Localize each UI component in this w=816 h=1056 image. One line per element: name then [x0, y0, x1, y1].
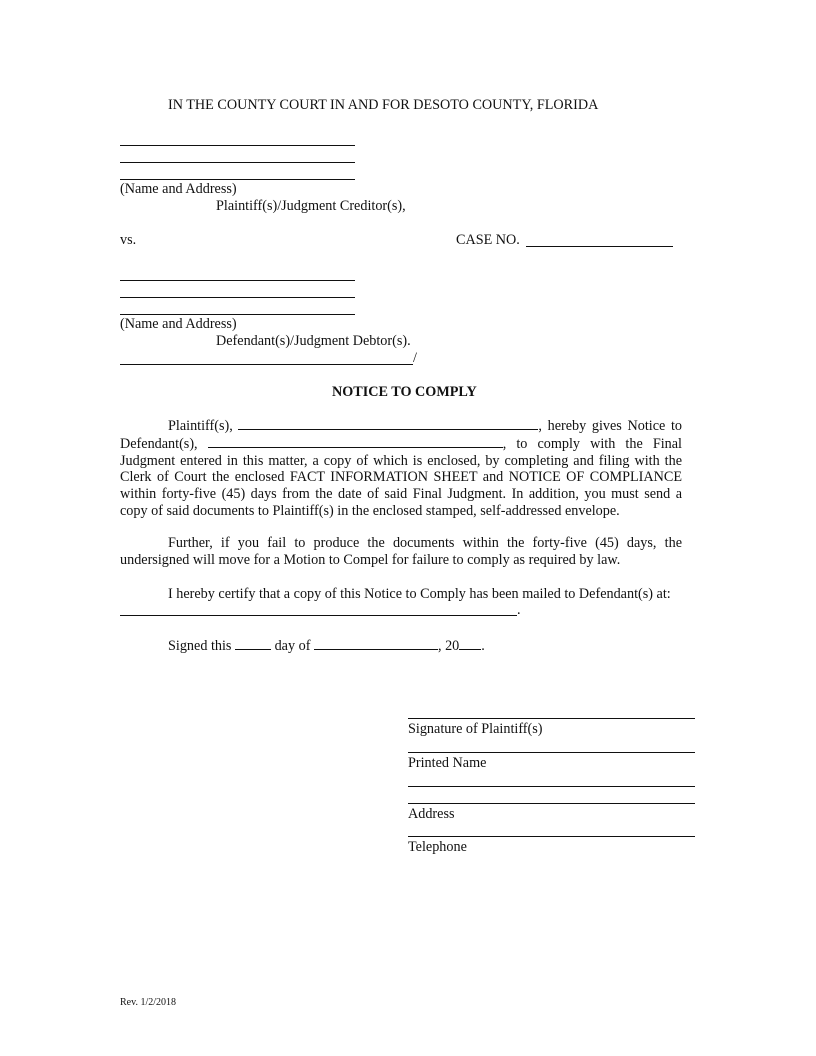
- court-header: IN THE COUNTY COURT IN AND FOR DESOTO COUNTY, FLORIDA: [168, 97, 599, 113]
- signed-prefix: Signed this: [168, 638, 232, 654]
- signed-line: [168, 637, 485, 655]
- signed-month-field[interactable]: [314, 637, 438, 650]
- certify-end: .: [517, 602, 521, 618]
- notice-paragraph: [120, 417, 682, 520]
- defendant-role-label: Defendant(s)/Judgment Debtor(s).: [216, 333, 411, 349]
- plaintiffs-prefix: Plaintiff(s),: [168, 418, 233, 434]
- plaintiff-role-label: Plaintiff(s)/Judgment Creditor(s),: [216, 198, 406, 214]
- plaintiff-name-line-2[interactable]: [120, 162, 355, 163]
- revision-date: Rev. 1/2/2018: [120, 997, 177, 1008]
- further-paragraph: [120, 535, 682, 569]
- gives-notice-text: , hereby gives Notice to: [538, 418, 682, 434]
- signed-year-prefix: , 20: [437, 638, 460, 654]
- signed-day-of: day of: [274, 638, 311, 654]
- plaintiff-name-line-3[interactable]: [120, 179, 355, 180]
- signed-year-field[interactable]: [459, 637, 481, 650]
- defendants-prefix: Defendant(s),: [120, 435, 198, 452]
- comply-text: , to comply with the Final Judgment entered in this matter, a copy of which is enclosed, by completing and filing with the Clerk of Court the enclosed FACT INFORMATION SHEET and NOTICE OF COMPLIANCE within forty-five (45) days from the date of said Final Judgment. In addition, you must send a copy of said documents to Plaintiff(s) in the enclosed stamped, self-addressed envelope.: [120, 435, 683, 519]
- defendant-name-line-2[interactable]: [120, 297, 355, 298]
- defendant-name-line-3[interactable]: [120, 314, 355, 315]
- printed-name-label: Printed Name: [408, 755, 487, 771]
- telephone-line[interactable]: [408, 836, 695, 837]
- address-label: Address: [408, 806, 455, 822]
- printed-name-line[interactable]: [408, 752, 695, 753]
- address-line-1[interactable]: [408, 786, 695, 787]
- defendant-name-blank[interactable]: [208, 435, 503, 448]
- address-line-2[interactable]: [408, 803, 695, 804]
- signature-label: Signature of Plaintiff(s): [408, 721, 543, 737]
- defendant-name-address-label: (Name and Address): [120, 316, 237, 332]
- caption-divider-line: [120, 364, 413, 365]
- case-number-label: CASE NO.: [456, 232, 520, 248]
- signed-day-field[interactable]: [235, 637, 271, 650]
- certify-text: I hereby certify that a copy of this Notice to Comply has been mailed to Defendant(s) at:: [168, 586, 671, 602]
- defendant-name-line-1[interactable]: [120, 280, 355, 281]
- case-number-field[interactable]: [526, 246, 673, 247]
- document-title: NOTICE TO COMPLY: [332, 384, 477, 400]
- further-text: Further, if you fail to produce the documents within the forty-five (45) days, the undersigned will move for a Motion to Compel for failure to comply as required by law.: [120, 535, 682, 568]
- plaintiff-name-blank[interactable]: [238, 417, 538, 430]
- plaintiff-name-line-1[interactable]: [120, 145, 355, 146]
- caption-divider-slash: /: [413, 350, 417, 366]
- defendant-address-field[interactable]: [120, 615, 517, 616]
- plaintiff-name-address-label: (Name and Address): [120, 181, 237, 197]
- vs-label: vs.: [120, 232, 137, 248]
- signature-line[interactable]: [408, 718, 695, 719]
- signed-end: .: [481, 638, 485, 654]
- telephone-label: Telephone: [408, 839, 467, 855]
